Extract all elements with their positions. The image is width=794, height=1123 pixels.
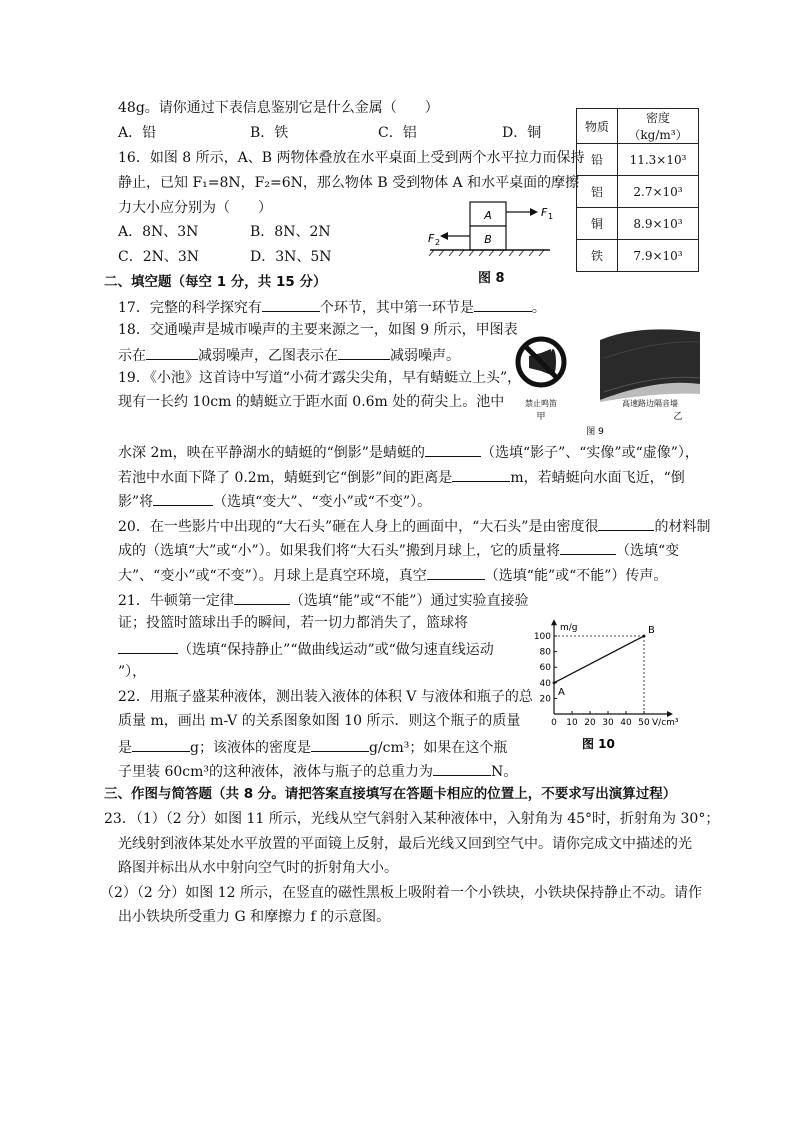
q15-line1: 48g。请你通过下表信息鉴别它是什么金属（ ） [118, 100, 439, 116]
q21-line2: 证；投篮时篮球出手的瞬间，若一切力都消失了，篮球将 [118, 615, 468, 631]
y-axis-arrowhead [551, 619, 557, 625]
figure-9 [508, 318, 700, 436]
substance-cell: 铁 [577, 240, 618, 272]
data-point [643, 635, 646, 638]
q23-line2: 光线射到液体某处水平放置的平面镜上反射，最后光线又回到空气中。请你完成文中描述的光 [118, 836, 692, 852]
q22-blank-1 [132, 738, 190, 752]
q17: 17．完整的科学探究有 个环节，其中第一环节是 。 [118, 300, 546, 316]
x-tick-label: 30 [602, 718, 614, 728]
q19-line3: 水深 2m，映在平静湖水的蜻蜓的“倒影”是蜻蜓的 （选填“影子”、“实像”或“虚像”）， [118, 445, 699, 461]
q17-blank-1 [262, 298, 320, 312]
q21-line4: ”）， [118, 664, 147, 680]
force-f1-subscript: 1 [548, 212, 554, 221]
substance-cell: 铝 [577, 176, 618, 208]
q22-line3: 是 g；该液体的密度是 g/cm³；如果在这个瓶 [118, 740, 508, 756]
no-horn-label: 禁止鸣笛 [525, 399, 557, 408]
q20-blank-1 [598, 517, 654, 531]
table-row [577, 208, 699, 240]
density-cell: 7.9×10³ [618, 240, 699, 272]
q16-option-d: D．3N、5N [250, 249, 332, 265]
x-tick-label: 0 [551, 718, 557, 728]
force-f1-arrowhead [530, 208, 538, 216]
section-3-title: 三、作图与简答题（共 8 分。请把答案直接填写在答题卡相应的位置上，不要求写出演算过程） [104, 786, 677, 802]
q15-option-c: C．铝 [378, 125, 417, 141]
sound-barrier-label: 高速路边隔音墙 [622, 399, 678, 408]
q19-line1: 19．《小池》这首诗中写道“小荷才露尖尖角，早有蜻蜓立上头”， [118, 370, 522, 386]
q20-line2: 成的（选填“大”或“小”）。如果我们将“大石头”搬到月球上，它的质量将 （选填“变 [118, 543, 680, 559]
x-axis-arrowhead [667, 711, 673, 717]
table-row [577, 176, 699, 208]
q22-line2: 质量 m，画出 m-V 的关系图象如图 10 所示．则这个瓶子的质量 [118, 713, 521, 729]
q22-blank-3 [433, 762, 491, 776]
q15-option-d: D．铜 [502, 125, 542, 141]
sound-barrier-sub: 乙 [673, 412, 683, 422]
point-label: B [648, 625, 655, 636]
point-label: A [558, 686, 565, 698]
data-point [553, 681, 556, 684]
x-tick-label: 50 [638, 718, 650, 728]
q21-blank-2 [118, 640, 178, 654]
q23-line4: （2）（2 分）如图 12 所示，在竖直的磁性黑板上吸附着一个小铁块，小铁块保持静止不动。请作 [100, 885, 702, 901]
q16-line2: 静止，已知 F₁=8N，F₂=6N，那么物体 B 受到物体 A 和水平桌面的摩擦 [118, 175, 580, 191]
force-f2-label: F [428, 232, 435, 245]
density-cell: 2.7×10³ [618, 176, 699, 208]
density-header-density: 密度（kg/m³） [618, 109, 699, 144]
x-tick-label: 10 [566, 718, 578, 728]
q18-blank-2 [338, 346, 390, 360]
q15-option-b: B．铁 [250, 125, 289, 141]
x-axis-label: V/cm³ [652, 718, 679, 728]
q18-line1: 18．交通噪声是城市噪声的主要来源之一，如图 9 所示，甲图表 [118, 322, 518, 338]
q19-blank-1 [425, 443, 481, 457]
q15-option-a: A．铅 [118, 125, 157, 141]
q22-line1: 22．用瓶子盛某种液体，测出装入液体的体积 V 与液体和瓶子的总 [118, 689, 533, 705]
surface-hatching [429, 250, 544, 256]
q20-blank-2 [560, 541, 616, 555]
q18-line2: 示在 减弱噪声，乙图表示在 减弱噪声。 [118, 348, 460, 364]
q22-blank-2 [311, 738, 369, 752]
force-f1-label: F [541, 206, 548, 219]
x-tick-label: 20 [584, 718, 596, 728]
x-tick-label: 40 [620, 718, 632, 728]
density-table-header [577, 109, 699, 144]
q21-line1: 21．牛顿第一定律 （选填“能”或“不能”）通过实验直接验 [118, 593, 529, 609]
block-a-label: A [484, 209, 492, 222]
q21-blank-1 [234, 591, 290, 605]
q23-line1: 23．（1）（2 分）如图 11 所示，光线从空气斜射入某种液体中，入射角为 45°时，折射角为 30°； [104, 811, 720, 827]
q16-option-c: C．2N、3N [118, 249, 200, 265]
figure-10-chart [526, 612, 702, 752]
q19-line4: 若池中水面下降了 0.2m，蜻蜓到它“倒影”间的距离是 m，若蜻蜓向水面飞近，“倒 [118, 470, 685, 486]
y-axis-label: m/g [560, 623, 578, 634]
q16-line3: 力大小应分别为（ ） [118, 200, 272, 216]
q21-line3: （选填“保持静止”“做曲线运动”或“做匀速直线运动 [118, 640, 494, 659]
figure-9-caption: 图 9 [586, 427, 604, 436]
density-cell: 8.9×10³ [618, 208, 699, 240]
figure-10-caption: 图 10 [582, 737, 615, 751]
q19-line5: 影”将 （选填“变大”、“变小”或“不变”）。 [118, 494, 432, 510]
q19-blank-2 [452, 468, 510, 482]
q19-line2: 现有一长约 10cm 的蜻蜓立于距水面 0.6m 处的荷尖上。池中 [118, 394, 505, 410]
figure-8-caption: 图 8 [478, 271, 505, 286]
force-f2-subscript: 2 [435, 238, 441, 247]
no-horn-sub: 甲 [536, 412, 546, 422]
q16-option-b: B．8N、2N [250, 224, 331, 240]
q20-line1: 20．在一些影片中出现的“大石头”砸在人身上的画面中，“大石头”是由密度很 的材料制 [118, 519, 711, 535]
q22-line4: 子里装 60cm³的这种液体，液体与瓶子的总重力为 N。 [118, 764, 518, 780]
q23-line5: 出小铁块所受重力 G 和摩擦力 f 的示意图。 [118, 909, 391, 925]
section-2-title: 二、填空题（每空 1 分，共 15 分） [104, 274, 327, 290]
q16-option-a: A．8N、3N [118, 224, 199, 240]
force-f2-arrowhead [440, 232, 448, 240]
table-row [577, 144, 699, 176]
density-table [576, 108, 699, 272]
q18-blank-1 [146, 346, 198, 360]
series-line [554, 636, 644, 683]
density-header-substance: 物质 [577, 109, 618, 144]
figure-8 [424, 196, 574, 264]
table-row [577, 240, 699, 272]
y-tick-label: 100 [533, 632, 551, 642]
y-tick-label: 40 [539, 678, 551, 689]
block-b-label: B [484, 233, 492, 246]
q20-line3: 大”、“变小”或“不变”）。月球上是真空环境，真空 （选填“能”或“不能”）传声。 [118, 568, 668, 584]
density-cell: 11.3×10³ [618, 144, 699, 176]
q20-blank-3 [427, 566, 485, 580]
q23-line3: 路图并标出从水中射向空气时的折射角大小。 [118, 860, 398, 876]
substance-cell: 铜 [577, 208, 618, 240]
y-tick-label: 60 [539, 663, 551, 674]
substance-cell: 铅 [577, 144, 618, 176]
q17-blank-2 [474, 298, 532, 312]
q16-line1: 16．如图 8 所示，A、B 两物体叠放在水平桌面上受到两个水平拉力而保持 [118, 150, 585, 166]
y-tick-label: 20 [539, 694, 551, 705]
q19-blank-3 [153, 492, 213, 506]
y-tick-label: 80 [539, 647, 551, 658]
